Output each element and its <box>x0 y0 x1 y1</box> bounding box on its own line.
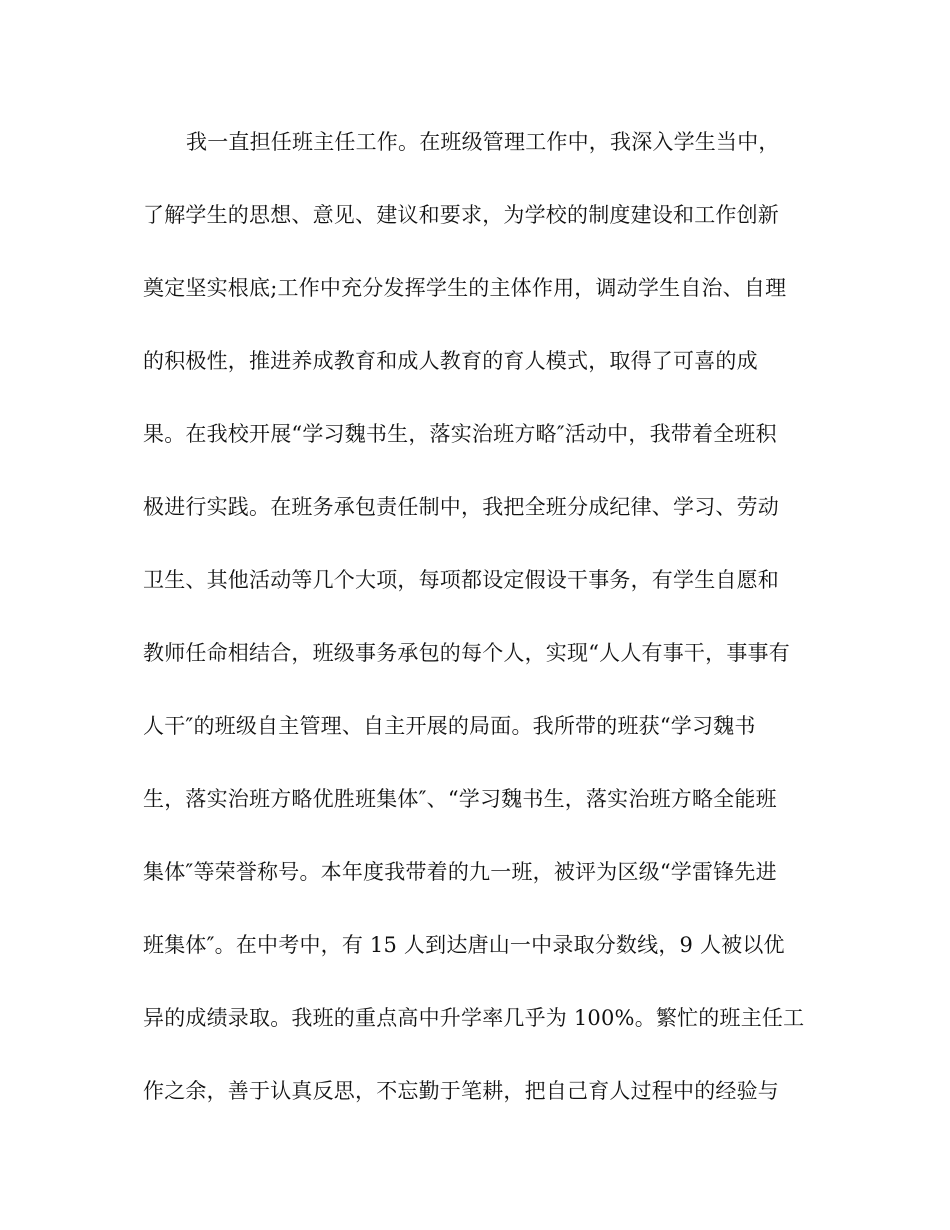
paragraph-line: 奠定坚实根底;工作中充分发挥学生的主体作用，调动学生自治、自理 <box>143 276 787 300</box>
paragraph-line: 作之余，善于认真反思，不忘勤于笔耕，把自己育人过程中的经验与 <box>143 1079 779 1103</box>
paragraph-line: 极进行实践。在班务承包责任制中，我把全班分成纪律、学习、劳动 <box>143 495 779 519</box>
paragraph-line: 了解学生的思想、意见、建议和要求，为学校的制度建设和工作创新 <box>143 203 779 227</box>
paragraph-line: 集体″等荣誉称号。本年度我带着的九一班，被评为区级“学雷锋先进 <box>143 860 777 884</box>
paragraph-line: 人干″的班级自主管理、自主开展的局面。我所带的班获“学习魏书 <box>143 714 756 738</box>
paragraph-line: 果。在我校开展“学习魏书生，落实治班方略″活动中，我带着全班积 <box>143 422 777 446</box>
paragraph-line: 异的成绩录取。我班的重点高中升学率几乎为 100%。繁忙的班主任工 <box>143 1006 805 1030</box>
paragraph-line: 教师任命相结合，班级事务承包的每个人，实现“人人有事干，事事有 <box>143 641 790 665</box>
paragraph-line: 生，落实治班方略优胜班集体″、“学习魏书生，落实治班方略全能班 <box>143 787 777 811</box>
paragraph-line: 卫生、其他活动等几个大项，每项都设定假设干事务，有学生自愿和 <box>143 568 779 592</box>
paragraph-line: 的积极性，推进养成教育和成人教育的育人模式，取得了可喜的成 <box>143 349 758 373</box>
paragraph-line: 我一直担任班主任工作。在班级管理工作中，我深入学生当中， <box>186 130 780 154</box>
paragraph-line: 班集体″。在中考中，有 15 人到达唐山一中录取分数线，9 人被以优 <box>143 933 785 957</box>
